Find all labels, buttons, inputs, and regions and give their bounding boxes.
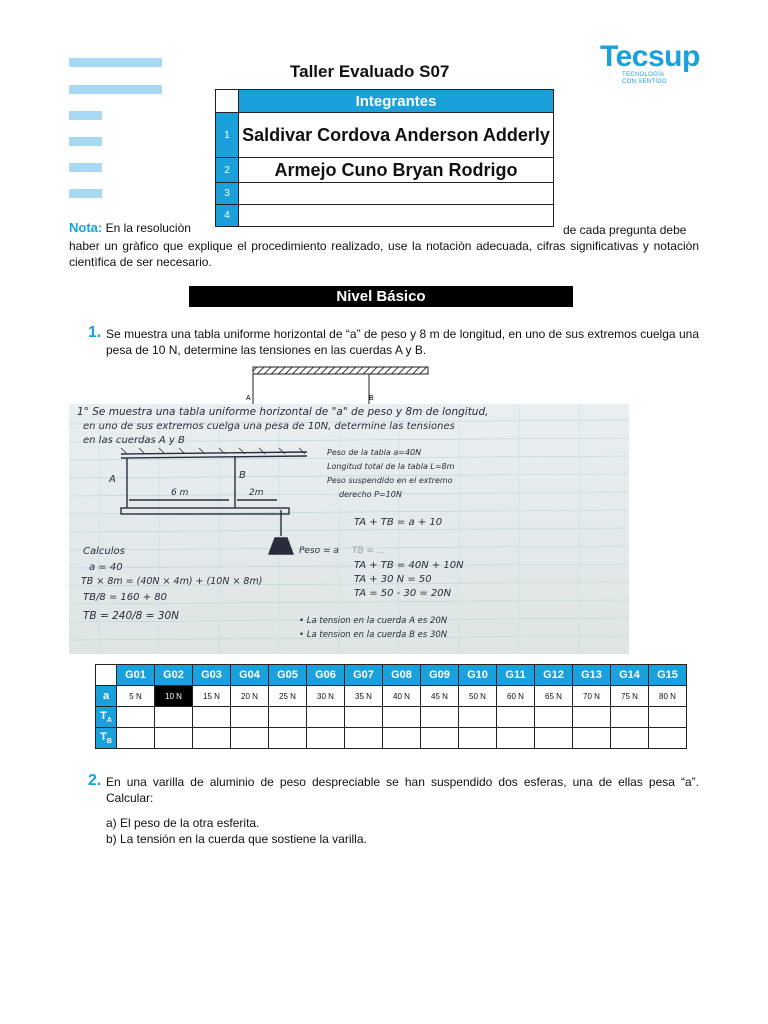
page-title: Taller Evaluado S07 — [290, 62, 450, 81]
group-header: G14 — [611, 665, 649, 686]
hw-eq-3: TA + TB = 40N + 10N — [354, 560, 464, 571]
hw-dim-6m: 6 m — [171, 488, 189, 498]
cord-a-label: A — [246, 395, 251, 402]
value-cell: 30 N — [307, 686, 345, 707]
results-corner — [96, 665, 117, 686]
value-cell: 20 N — [231, 686, 269, 707]
member-name: Armejo Cuno Bryan Rodrigo — [239, 158, 554, 183]
decor-stripe — [69, 85, 162, 94]
handwritten-solution-photo — [69, 404, 629, 654]
value-cell: 35 N — [345, 686, 383, 707]
members-corner — [216, 90, 239, 113]
q1-diagram — [235, 360, 435, 406]
hw-result-2: • La tension en la cuerda B es 30N — [299, 630, 448, 640]
answer-cell[interactable] — [193, 728, 231, 749]
answer-cell[interactable] — [155, 707, 193, 728]
value-cell-selected: 10 N — [155, 686, 193, 707]
value-cell: 15 N — [193, 686, 231, 707]
group-header: G11 — [497, 665, 535, 686]
answer-cell[interactable] — [269, 707, 307, 728]
decor-stripe — [69, 189, 102, 198]
row-label-tb — [96, 728, 117, 749]
note-rest: haber un gràfico que explique el procedimiento realizado, use la notaciòn adecuada, cifras significativas y notaciòn cientìfica de ser necesario. — [69, 239, 699, 269]
group-header: G15 — [649, 665, 687, 686]
hw-calc-1: a = 40 — [89, 562, 123, 573]
q2-item-a: a) El peso de la otra esferita. — [106, 816, 260, 830]
answer-cell[interactable] — [611, 707, 649, 728]
row-label-tb-sub: B — [106, 738, 112, 746]
hw-data-2: Longitud total de la tabla L=8m — [327, 462, 455, 471]
answer-cell[interactable] — [649, 707, 687, 728]
hw-result-1: • La tension en la cuerda A es 20N — [299, 616, 448, 626]
hw-label-a: A — [109, 474, 116, 485]
answer-cell[interactable] — [383, 728, 421, 749]
q2-item-b: b) La tensión en la cuerda que sostiene la varilla. — [106, 832, 367, 846]
hw-dim-2m: 2m — [249, 488, 264, 498]
member-name: Saldivar Cordova Anderson Adderly — [239, 113, 554, 158]
answer-cell[interactable] — [459, 707, 497, 728]
group-header: G12 — [535, 665, 573, 686]
q1-text: Se muestra una tabla uniforme horizontal de “a” de peso y 8 m de longitud, en uno de sus extremos cuelga una pesa de 10 N, determine las tensiones en las cuerdas A y B. — [106, 327, 699, 357]
group-header: G08 — [383, 665, 421, 686]
row-label-ta-main: T — [100, 709, 107, 722]
group-header: G04 — [231, 665, 269, 686]
answer-cell[interactable] — [573, 728, 611, 749]
member-number: 4 — [216, 205, 239, 227]
group-header: G09 — [421, 665, 459, 686]
group-header: G13 — [573, 665, 611, 686]
group-header: G02 — [155, 665, 193, 686]
hw-peso-a: Peso = a — [299, 546, 339, 556]
logo-tagline-2: CON SENTIDO — [622, 79, 667, 85]
value-cell: 25 N — [269, 686, 307, 707]
answer-cell[interactable] — [421, 728, 459, 749]
answer-cell[interactable] — [497, 707, 535, 728]
answer-cell[interactable] — [459, 728, 497, 749]
hw-line-1: 1° Se muestra una tabla uniforme horizontal de "a" de peso y 8m de longitud, — [77, 406, 489, 418]
logo-wordmark: Tecsup — [600, 40, 700, 73]
group-header: G01 — [117, 665, 155, 686]
ceiling — [253, 367, 428, 374]
row-label-ta-sub: A — [106, 717, 112, 725]
hw-line-2: en uno de sus extremos cuelga una pesa de 10N, determine las tensiones — [83, 421, 455, 432]
answer-cell[interactable] — [421, 707, 459, 728]
note-part-2: de cada pregunta debe — [563, 223, 687, 237]
hw-calc-3: TB/8 = 160 + 80 — [83, 592, 167, 603]
hw-calc-2: TB × 8m = (40N × 4m) + (10N × 8m) — [81, 576, 263, 587]
decor-stripe — [69, 163, 102, 172]
row-label-a: a — [96, 686, 117, 707]
hw-label-b: B — [239, 470, 246, 481]
answer-cell[interactable] — [535, 707, 573, 728]
value-cell: 60 N — [497, 686, 535, 707]
answer-cell[interactable] — [345, 728, 383, 749]
members-table — [215, 89, 554, 227]
answer-cell[interactable] — [117, 728, 155, 749]
hw-calc-title: Calculos — [83, 546, 125, 557]
value-cell: 45 N — [421, 686, 459, 707]
note-part-1: En la resoluciòn — [105, 221, 191, 235]
hw-eq-1: TA + TB = a + 10 — [354, 517, 443, 528]
value-cell: 75 N — [611, 686, 649, 707]
section-banner: Nivel Básico — [189, 286, 573, 307]
hw-eq-4: TA + 30 N = 50 — [354, 574, 432, 585]
members-header: Integrantes — [239, 90, 554, 113]
results-table — [95, 664, 687, 749]
answer-cell[interactable] — [231, 707, 269, 728]
note-label: Nota: — [69, 220, 103, 235]
group-header: G07 — [345, 665, 383, 686]
logo-tagline-1: TECNOLOGÍA — [622, 72, 665, 78]
answer-cell[interactable] — [155, 728, 193, 749]
value-cell: 65 N — [535, 686, 573, 707]
member-number: 1 — [216, 113, 239, 158]
value-cell: 50 N — [459, 686, 497, 707]
member-number: 2 — [216, 158, 239, 183]
value-cell: 70 N — [573, 686, 611, 707]
decor-stripe — [69, 137, 102, 146]
member-number: 3 — [216, 183, 239, 205]
row-label-tb-main: T — [100, 730, 107, 743]
group-header: G05 — [269, 665, 307, 686]
answer-cell[interactable] — [307, 707, 345, 728]
group-header: G06 — [307, 665, 345, 686]
q2-number: 2. — [88, 772, 102, 789]
group-header: G03 — [193, 665, 231, 686]
q2-text: En una varilla de aluminio de peso despreciable se han suspendido dos esferas, una de ellas pesa “a”. Calcular: — [106, 775, 699, 805]
value-cell: 80 N — [649, 686, 687, 707]
hw-data-1: Peso de la tabla a=40N — [327, 448, 422, 457]
answer-cell[interactable] — [231, 728, 269, 749]
hw-eq-5: TA = 50 - 30 = 20N — [354, 588, 452, 599]
group-header: G10 — [459, 665, 497, 686]
answer-cell[interactable] — [345, 707, 383, 728]
answer-cell[interactable] — [497, 728, 535, 749]
hw-data-4: derecho P=10N — [339, 490, 402, 499]
answer-cell[interactable] — [269, 728, 307, 749]
cord-b-label: B — [369, 395, 374, 402]
answer-cell[interactable] — [307, 728, 345, 749]
tecsup-logo — [600, 40, 710, 86]
answer-cell[interactable] — [573, 707, 611, 728]
member-name — [239, 183, 554, 205]
value-cell: 5 N — [117, 686, 155, 707]
answer-cell[interactable] — [535, 728, 573, 749]
row-label-ta — [96, 707, 117, 728]
value-cell: 40 N — [383, 686, 421, 707]
q1-number: 1. — [88, 324, 102, 341]
hw-data-3: Peso suspendido en el extremo — [327, 476, 453, 485]
hw-eq-2: TB = ... — [352, 546, 386, 556]
answer-cell[interactable] — [193, 707, 231, 728]
hw-calc-4: TB = 240/8 = 30N — [83, 610, 180, 622]
hw-line-3: en las cuerdas A y B — [83, 435, 185, 446]
answer-cell[interactable] — [649, 728, 687, 749]
answer-cell[interactable] — [117, 707, 155, 728]
decor-stripe — [69, 111, 102, 120]
decor-stripe — [69, 58, 162, 67]
answer-cell[interactable] — [383, 707, 421, 728]
answer-cell[interactable] — [611, 728, 649, 749]
